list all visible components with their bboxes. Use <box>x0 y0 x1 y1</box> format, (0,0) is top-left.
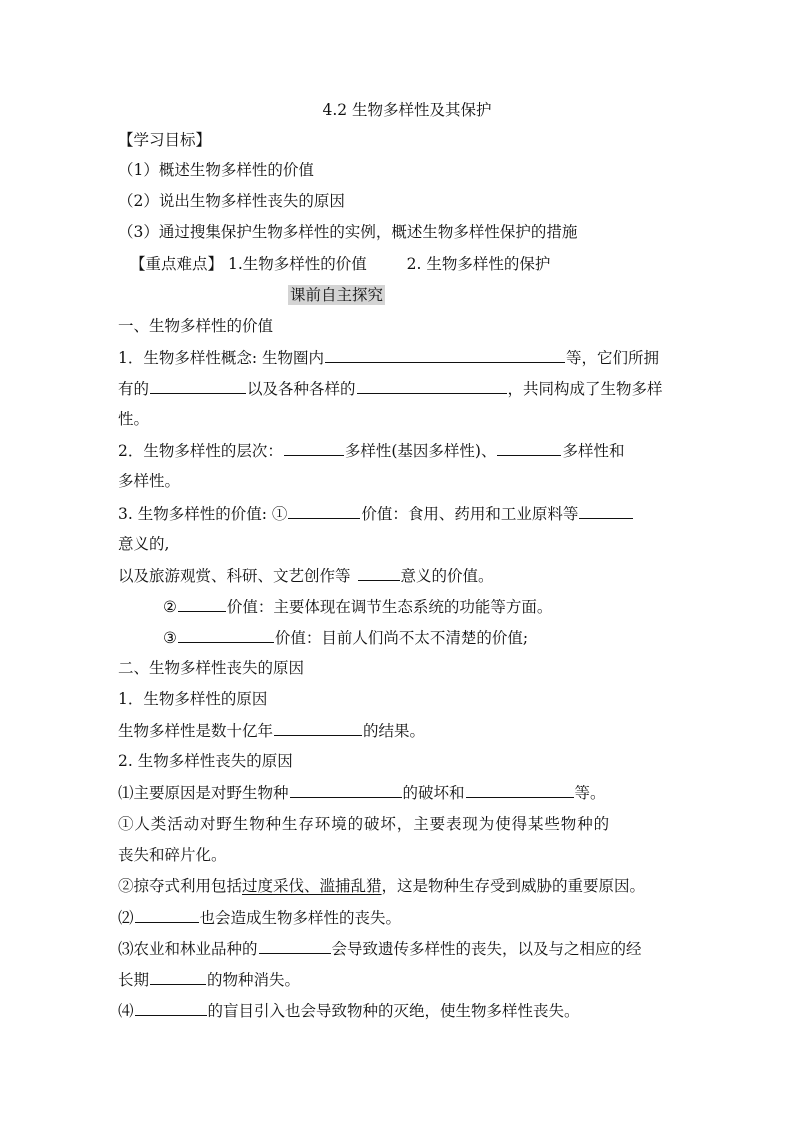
preview-header-line <box>288 285 684 305</box>
fill-blank[interactable] <box>357 378 507 394</box>
levels-line-1 <box>118 440 684 461</box>
fill-blank[interactable] <box>135 907 199 923</box>
text-span: ①人类活动对野生物种生存环境的破坏，主要表现为使得某些物种的 <box>118 815 611 833</box>
section2-heading: 二、生物多样性丧失的原因 <box>118 659 305 677</box>
keypoints-line <box>130 254 684 274</box>
goal-item: （3）通过搜集保护生物多样性的实例，概述生物多样性保护的措施 <box>118 223 578 241</box>
text-span: ⑵ <box>118 909 134 927</box>
fill-blank[interactable] <box>284 440 344 456</box>
text-span: ③ <box>163 629 177 647</box>
goal-item: （2）说出生物多样性丧失的原因 <box>118 192 345 210</box>
concept-line-2 <box>118 378 684 399</box>
text-span: ⑷ <box>118 1002 134 1020</box>
point4-line <box>118 1000 684 1021</box>
text-span: 等，它们所拥 <box>566 349 660 367</box>
keypoint-item: 1.生物多样性的价值 <box>227 255 367 273</box>
value-line-5 <box>163 627 684 648</box>
fill-blank[interactable] <box>325 347 565 363</box>
keypoints-header: 【重点难点】 <box>130 255 224 273</box>
text-span: 生物多样性是数十亿年 <box>118 722 274 740</box>
text-span: 3. 生物多样性的价值: ① <box>118 505 288 523</box>
text-span: ⑴主要原因是对野生物种 <box>118 784 289 802</box>
value-line-3 <box>118 565 684 586</box>
text-span: 价值：目前人们尚不太不清楚的价值; <box>274 629 529 647</box>
text-span: 价值：主要体现在调节生态系统的功能等方面。 <box>226 598 553 616</box>
fill-blank[interactable] <box>150 378 246 394</box>
value-line-2: 意义的, <box>118 535 170 553</box>
text-span: 长期 <box>118 971 150 989</box>
concept-line-3: 性。 <box>118 410 150 428</box>
text-span: 多样性和 <box>562 442 625 460</box>
value-line-4 <box>163 596 684 617</box>
cause-line <box>118 720 684 741</box>
fill-blank[interactable] <box>288 503 360 519</box>
text-span: 会导致遗传多样性的丧失，以及与之相应的经 <box>331 940 642 958</box>
underlined-text: 过度采伐、滥捕乱猎 <box>242 877 382 895</box>
cause-title: 1．生物多样性的原因 <box>118 690 268 708</box>
text-span: 的结果。 <box>363 722 426 740</box>
keypoint-item: 2. 生物多样性的保护 <box>406 255 551 273</box>
human-line-1 <box>118 814 684 834</box>
text-span: 2．生物多样性的层次： <box>118 442 283 460</box>
text-span: 等。 <box>574 784 606 802</box>
text-span: ，这是物种生存受到威胁的重要原因。 <box>381 877 646 895</box>
value-line-1 <box>118 503 684 524</box>
text-span: 以及旅游观赏、科研、文艺创作等 <box>118 567 351 585</box>
fill-blank[interactable] <box>290 782 402 798</box>
human-line-2: 丧失和碎片化。 <box>118 846 227 864</box>
fill-blank[interactable] <box>466 782 574 798</box>
text-span: 的盲目引入也会导致物种的灭绝，使生物多样性丧失。 <box>207 1002 580 1020</box>
fill-blank[interactable] <box>497 440 561 456</box>
levels-line-2: 多样性。 <box>118 472 181 490</box>
text-span: 有的 <box>118 380 150 398</box>
fill-blank[interactable] <box>178 627 274 643</box>
text-span: 多样性(基因多样性)、 <box>344 442 497 460</box>
text-span: 的物种消失。 <box>207 971 301 989</box>
text-span: 以及各种各样的 <box>247 380 356 398</box>
text-span: 意义的价值。 <box>400 567 494 585</box>
fill-blank[interactable] <box>579 503 633 519</box>
text-span: ，共同构成了生物多样 <box>507 380 663 398</box>
text-span: 价值：食用、药用和工业原料等 <box>361 505 579 523</box>
section1-heading: 一、生物多样性的价值 <box>118 317 274 335</box>
fill-blank[interactable] <box>358 565 400 581</box>
fill-blank[interactable] <box>178 596 226 612</box>
preview-header: 课前自主探究 <box>290 286 384 304</box>
page-title: 4.2 生物多样性及其保护 <box>322 101 492 119</box>
loss-title: 2. 生物多样性丧失的原因 <box>118 752 293 770</box>
fill-blank[interactable] <box>135 1000 207 1016</box>
fill-blank[interactable] <box>150 969 206 985</box>
fill-blank[interactable] <box>259 938 331 954</box>
goal-item: （1）概述生物多样性的价值 <box>118 161 314 179</box>
goals-header: 【学习目标】 <box>118 131 212 149</box>
plunder-line <box>118 876 684 896</box>
fill-blank[interactable] <box>274 720 362 736</box>
text-span: 的破坏和 <box>402 784 465 802</box>
text-span: 也会造成生物多样性的丧失。 <box>199 909 402 927</box>
point3-line-2 <box>118 969 684 990</box>
text-span: ⑶农业和林业品种的 <box>118 940 258 958</box>
text-span: ② <box>163 598 177 616</box>
main-cause-line <box>118 782 684 803</box>
concept-line-1 <box>118 347 684 368</box>
text-span: ②掠夺式利用包括 <box>118 877 243 895</box>
text-span: 1．生物多样性概念: 生物圈内 <box>118 349 325 367</box>
point3-line-1 <box>118 938 684 959</box>
point2-line <box>118 907 684 928</box>
